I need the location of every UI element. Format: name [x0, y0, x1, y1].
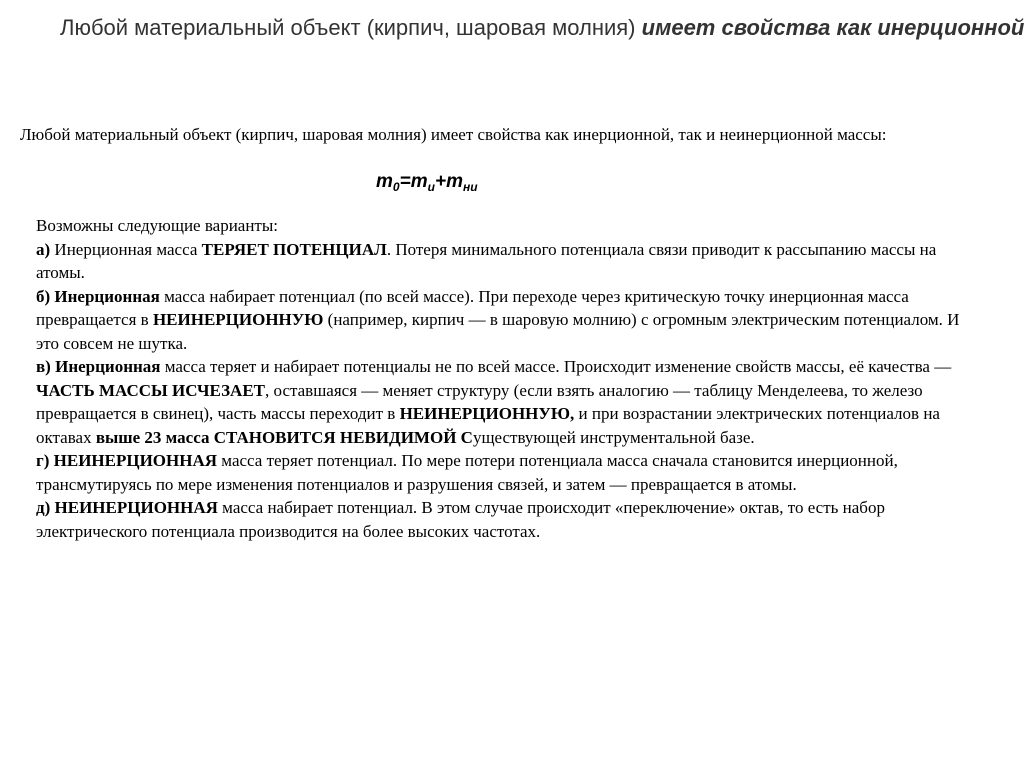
slide-title-text: Любой материальный объект (кирпич, шаровая молния): [60, 15, 642, 40]
slide-title: [60, 10, 1024, 50]
variant-b-label: б) Инерционная: [36, 286, 160, 306]
variant-a-label: а): [36, 239, 51, 259]
slide-title-emphasis: имеет свойства как инерционной: [641, 15, 1024, 40]
variants-list: [36, 214, 986, 543]
lead-paragraph: Любой материальный объект (кирпич, шаровая молния) имеет свойства как инерционной, так и неинерционной массы:: [20, 125, 887, 144]
variant-d-label: г) НЕИНЕРЦИОННАЯ: [36, 451, 218, 470]
variant-b: б) Инерционная масса набирает потенциал (по всей массе). При переходе через критическую точку инерционная масса превращается в НЕИНЕРЦИОННУЮ (например, кирпич — в шаровую молнию) с огромным электрическим потенциалом. И это совсем не шутка.: [36, 286, 960, 353]
variant-d: г) НЕИНЕРЦИОННАЯ масса теряет потенциал. По мере потери потенциала масса сначала становится инерционной, трансмутируясь по мере изменения потенциалов и разрушения связей, и затем — превращается в атомы.: [36, 451, 898, 494]
variant-c: в) Инерционная масса теряет и набирает потенциалы не по всей массе. Происходит изменение свойств массы, её качества — ЧАСТЬ МАССЫ ИСЧЕЗАЕТ, оставшаяся — меняет структуру (если взять аналогию — таблицу Менделеева, то железо превращается в свинец), часть массы переходит в НЕИНЕРЦИОННУЮ, и при возрастании электрических потенциалов на октавах выше 23 масса СТАНОВИТСЯ НЕВИДИМОЙ Существующей инструментальной базе.: [36, 357, 952, 447]
variant-e: д) НЕИНЕРЦИОННАЯ масса набирает потенциал. В этом случае происходит «переключение» октав, то есть набор электрического потенциала производится на более высоких частотах.: [36, 498, 885, 541]
mass-formula: $m_0=m_и+m_{ни}$: [376, 171, 478, 194]
variants-intro: Возможны следующие варианты:: [36, 216, 279, 235]
variant-c-label: в) Инерционная: [36, 357, 161, 376]
variant-e-label: д) НЕИНЕРЦИОННАЯ: [36, 498, 218, 517]
variant-a: а) Инерционная масса ТЕРЯЕТ ПОТЕНЦИАЛ. Потеря минимального потенциала связи приводит к рассыпанию массы на атомы.: [36, 239, 937, 282]
